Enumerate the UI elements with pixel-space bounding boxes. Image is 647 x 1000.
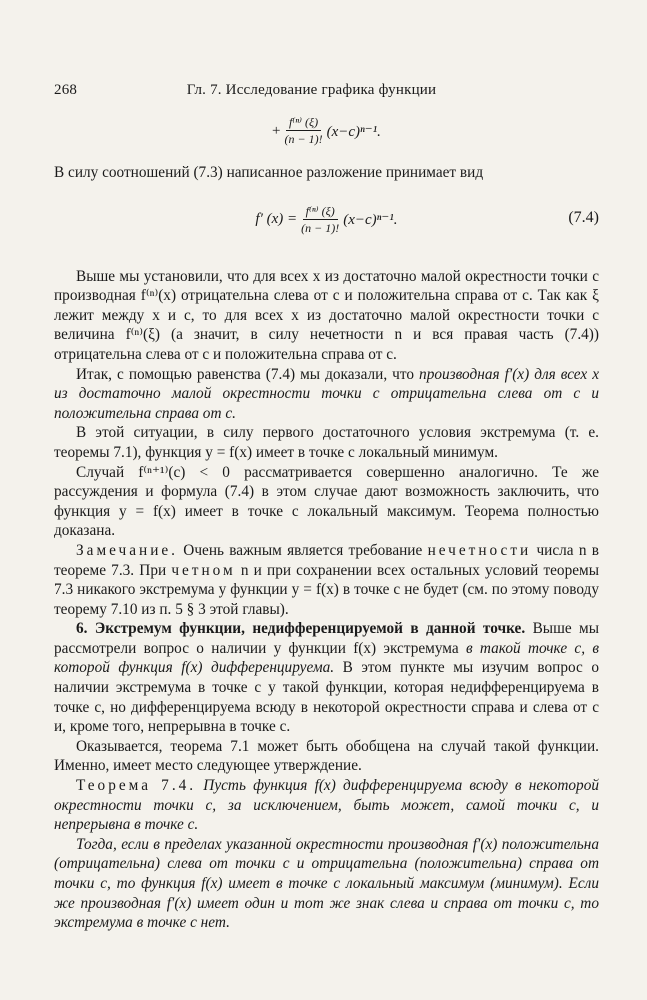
section-6-italic: в такой точке c, в которой функция f(x) дифференцируема.: [54, 639, 599, 677]
paragraph-1: Выше мы установили, что для всех x из достаточно малой окрестности точки c производная f⁽ⁿ⁾(x) отрицательна слева от c и положительна справа от c. Так как ξ лежит между x и c, то для всех x из достаточно малой окрестности точки c величина f⁽ⁿ⁾(ξ) (а значит, в силу нечетности n и вся правая часть (7.4)) отрицательна слева от c и положительна справа от c.: [54, 267, 599, 363]
formula-7-4: [54, 197, 599, 243]
formula1-fraction: [285, 115, 323, 147]
remark-text-a: Очень важным является требование: [178, 541, 428, 559]
running-title: Гл. 7. Исследование графика функции: [186, 82, 437, 98]
remark-text-b: числа n в теореме 7.3. При: [54, 541, 600, 579]
formula2-numerator: f⁽ⁿ⁾ (ξ): [303, 204, 338, 220]
paragraph-3: В этой ситуации, в силу первого достаточного условия экстремума (т. е. теоремы 7.1), функция y = f(x) имеет в точке c локальный минимум.: [54, 424, 599, 461]
formula1-denominator: (n − 1)!: [284, 132, 323, 146]
formula1-tail: (x−c)ⁿ⁻¹.: [326, 123, 381, 140]
intro-line: В силу соотношений (7.3) написанное разложение принимает вид: [54, 164, 484, 181]
section-6-text-a: Выше мы рассмотрели вопрос о наличии у функции f(x) экстремума: [54, 620, 600, 657]
formula1-numerator: f⁽ⁿ⁾ (ξ): [286, 115, 321, 131]
remark-spaced-even: четном: [171, 561, 236, 579]
remark-label: Замечание.: [76, 541, 179, 559]
formula2-denominator: (n − 1)!: [301, 220, 340, 235]
theorem-continuation: Тогда, если в пределах указанной окрестности производная f′(x) положительна (отрицательна) слева от точки c и отрицательна (положительна) справа от точки c, то функция f(x) имеет в точке c локальный максимум (минимум). Если же производная f′(x) имеет один и тот же знак слева и справа от точки c, то экстремума в точке c нет.: [54, 835, 599, 932]
section-6-text-b: В этом пункте мы изучим вопрос о наличии экстремума в точке c у такой функции, которая недифференцируема в точке c, но дифференцируема всюду в некоторой окрестности справа и слева от c и, кроме того, непрерывна в точке c.: [54, 659, 599, 736]
page-number: 268: [54, 82, 78, 98]
paragraph-remark: [54, 541, 599, 619]
formula1-plus: +: [272, 122, 281, 139]
theorem-7-4-continued: [54, 835, 599, 933]
theorem-7-4: [54, 776, 599, 835]
theorem-label: Теорема 7.4.: [76, 777, 197, 795]
remark-text-c: n и при сохранении всех остальных условий теоремы 7.3 никакого экстремума у функции y = f(x) в точке c не будет (см. по этому поводу теорему 7.10 из п. 5 § 3 этой главы).: [54, 561, 599, 618]
running-header: [54, 82, 599, 99]
formula2-fraction: [301, 204, 339, 236]
paragraph-4: Случай f⁽ⁿ⁺¹⁾(c) < 0 рассматривается совершенно аналогично. Те же рассуждения и формула (7.4) в этом случае дают возможность заключить, что функция y = f(x) имеет в точке c локальный максимум. Теорема полностью доказана.: [54, 463, 599, 540]
theorem-statement: Пусть функция f(x) дифференцируема всюду в некоторой окрестности точки c, за исключением, быть может, самой точки c, и непрерывна в точке c.: [54, 777, 599, 834]
section-6-heading: 6. Экстремум функции, недифференцируемой в данной точке.: [76, 620, 526, 638]
paragraph-2: [54, 365, 599, 424]
paragraph-section-6: [54, 619, 599, 737]
formula2-lhs: f′ (x) =: [255, 211, 298, 228]
paragraph-2-italic: производная f′(x) для всех x из достаточно малой окрестности точки c отрицательна слева от c и положительна справа от c.: [54, 365, 600, 422]
paragraph-7: Оказывается, теорема 7.1 может быть обобщена на случай такой функции. Именно, имеет место следующее утверждение.: [54, 737, 599, 775]
formula2-tail: (x−c)ⁿ⁻¹.: [343, 212, 398, 229]
formula-continuation: [54, 109, 599, 153]
equation-number: (7.4): [568, 208, 599, 226]
remark-spaced-odd: нечетности: [427, 541, 532, 559]
paragraph-2-text: Итак, с помощью равенства (7.4) мы доказали, что: [76, 365, 420, 383]
